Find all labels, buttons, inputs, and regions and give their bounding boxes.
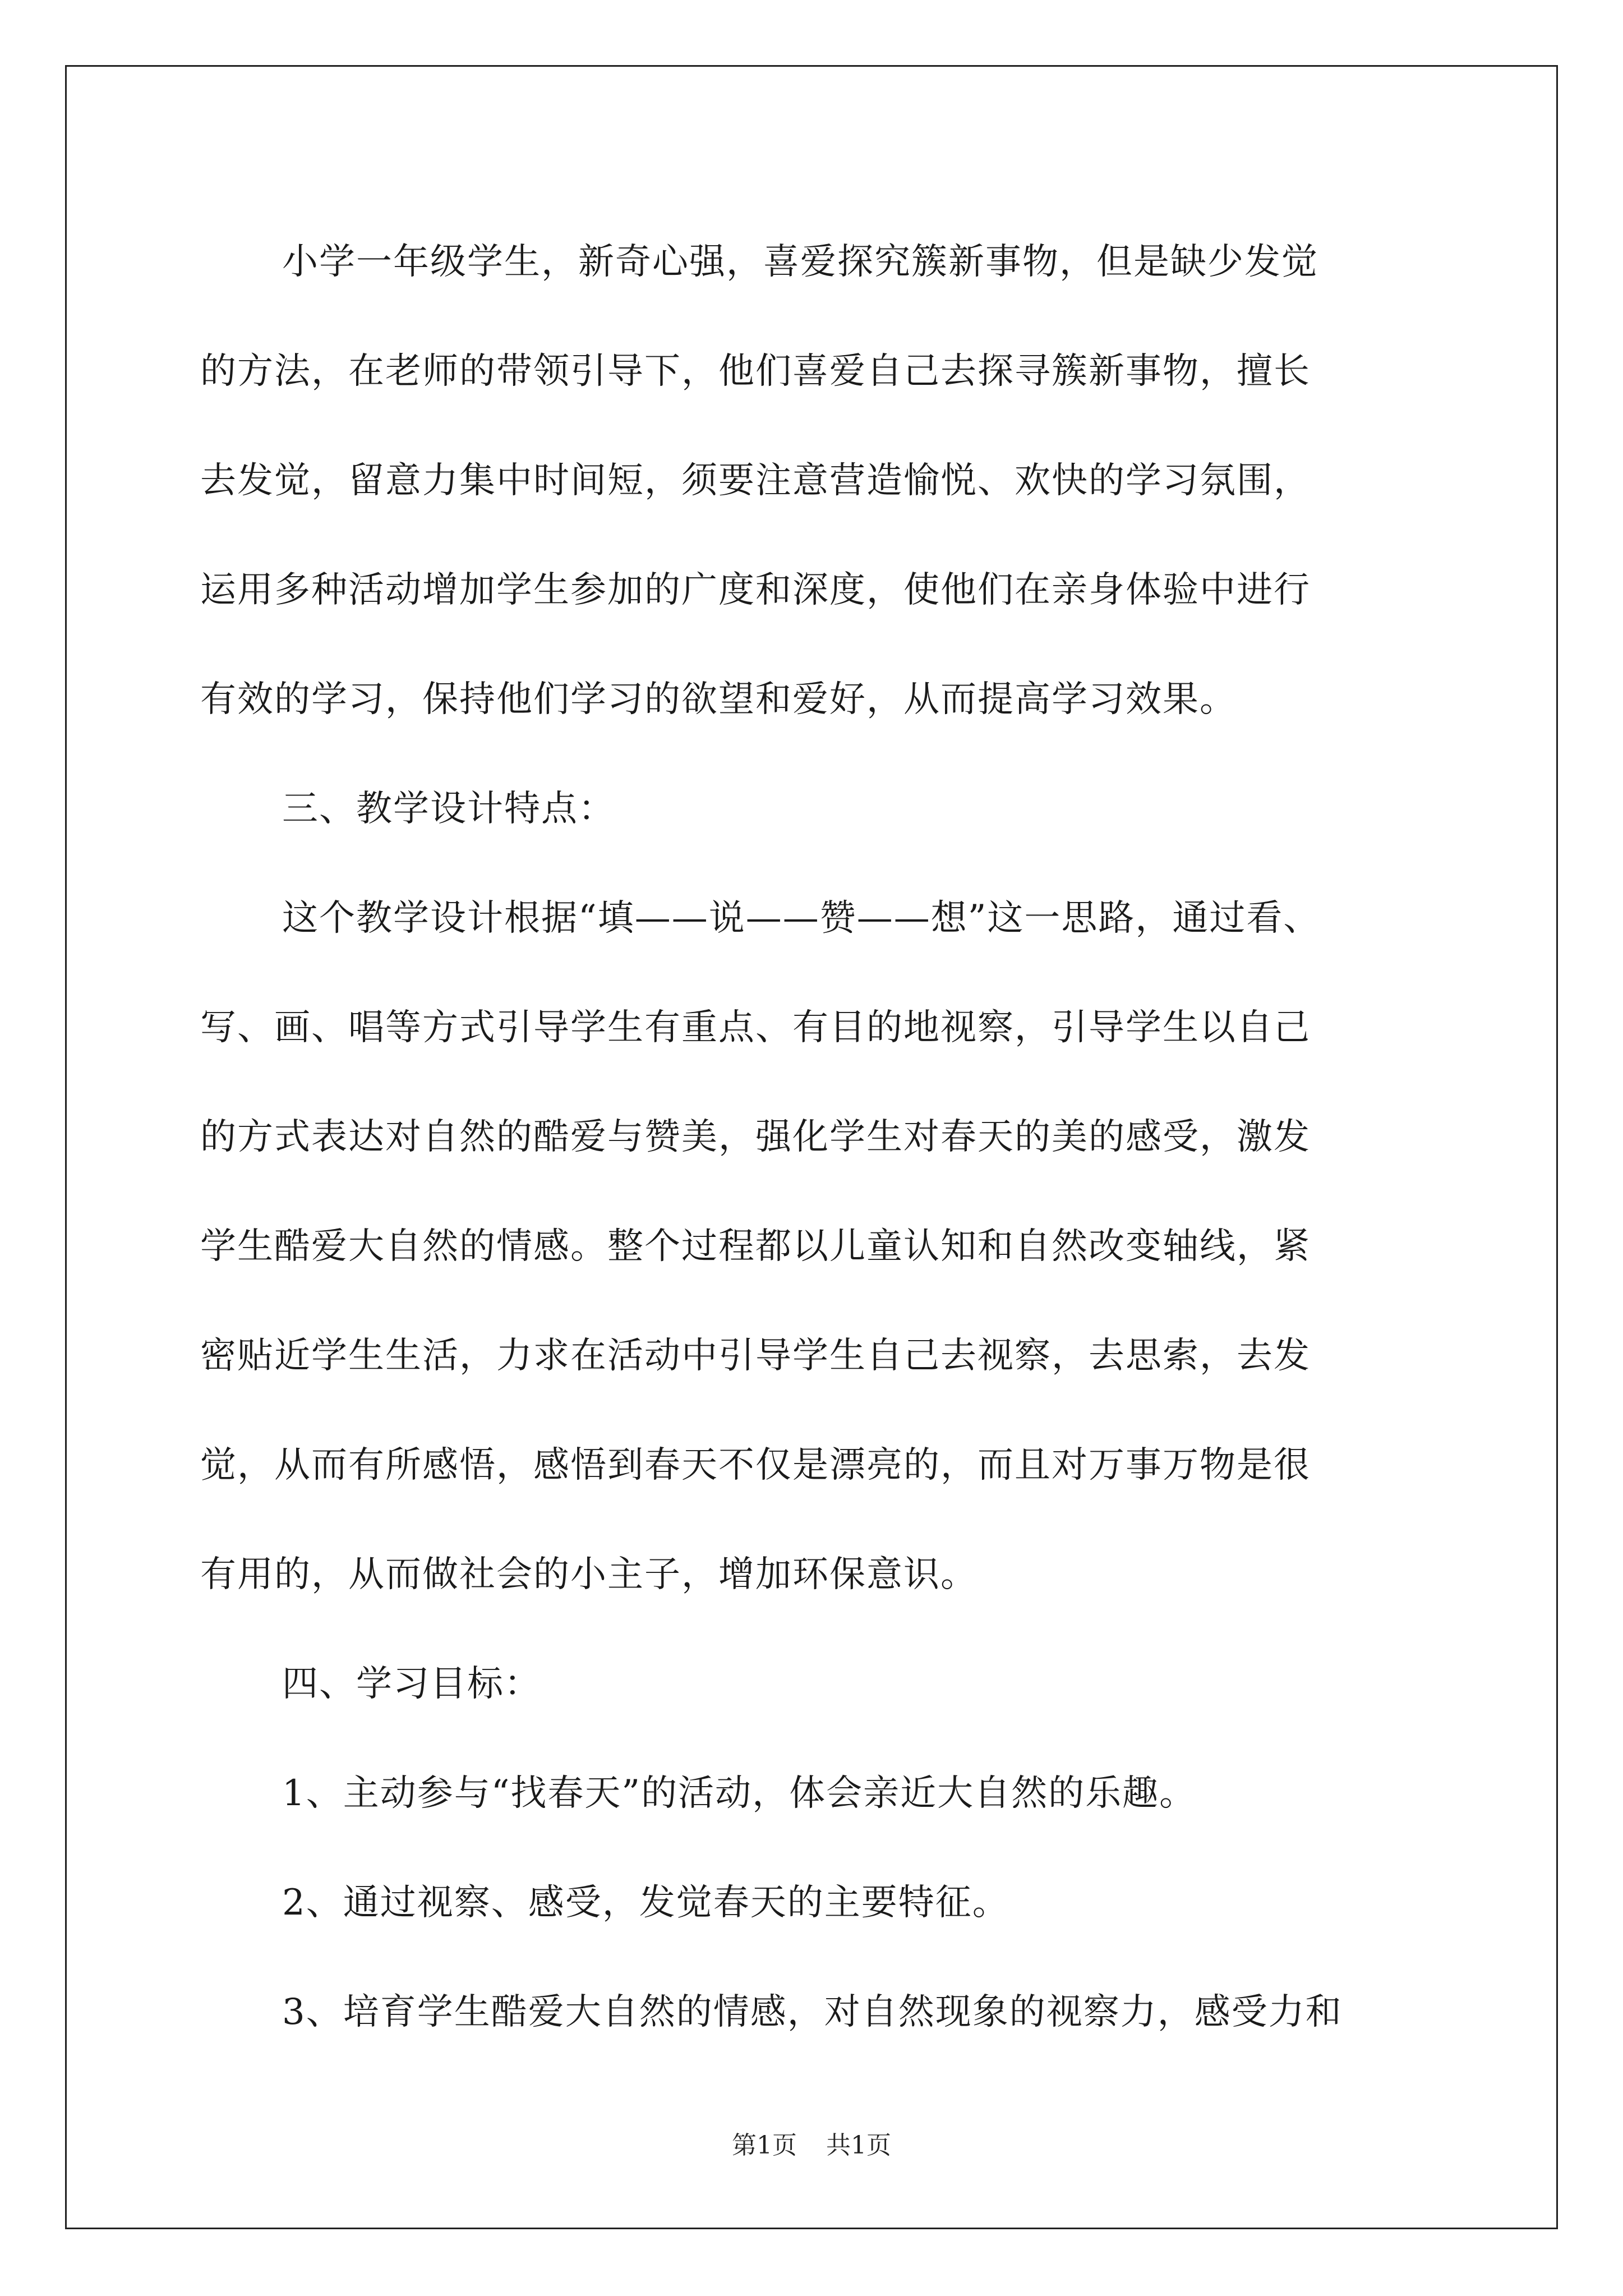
list-item: 1、主动参与“找春天”的活动，体会亲近大自然的乐趣。 — [282, 1773, 1197, 1814]
page-footer — [0, 2129, 1623, 2162]
paragraph-line: 有效的学习，保持他们学习的欲望和爱好，从而提高学习效果。 — [200, 679, 1237, 720]
section-heading: 三、教学设计特点： — [282, 788, 615, 830]
paragraph-line: 学生酷爱大自然的情感。整个过程都以儿童认知和自然改变轴线，紧 — [200, 1226, 1311, 1267]
paragraph-line: 小学一年级学生，新奇心强，喜爱探究簇新事物，但是缺少发觉 — [282, 241, 1318, 283]
paragraph-line: 的方法，在老师的带领引导下，他们喜爱自己去探寻簇新事物，擅长 — [200, 351, 1311, 392]
paragraph-line: 觉，从而有所感悟，感悟到春天不仅是漂亮的，而且对万事万物是很 — [200, 1444, 1311, 1486]
page-number: 第1页 — [732, 2131, 797, 2160]
paragraph-line: 这个教学设计根据“填——说——赞——想”这一思路，通过看、 — [282, 898, 1321, 939]
list-item: 2、通过视察、感受，发觉春天的主要特征。 — [282, 1882, 1009, 1924]
paragraph-line: 去发觉，留意力集中时间短，须要注意营造愉悦、欢快的学习氛围， — [200, 460, 1311, 501]
paragraph-line: 有用的，从而做社会的小主子，增加环保意识。 — [200, 1554, 978, 1595]
paragraph-line: 运用多种活动增加学生参加的广度和深度，使他们在亲身体验中进行 — [200, 569, 1311, 611]
list-item: 3、培育学生酷爱大自然的情感，对自然现象的视察力，感受力和 — [282, 1991, 1343, 2033]
paragraph-line: 的方式表达对自然的酷爱与赞美，强化学生对春天的美的感受，激发 — [200, 1116, 1311, 1158]
paragraph-line: 写、画、唱等方式引导学生有重点、有目的地视察，引导学生以自己 — [200, 1007, 1311, 1048]
paragraph-line: 密贴近学生生活，力求在活动中引导学生自己去视察，去思索，去发 — [200, 1335, 1311, 1377]
document-body — [200, 208, 1451, 2067]
page-total: 共1页 — [826, 2131, 891, 2160]
section-heading: 四、学习目标： — [282, 1663, 541, 1705]
